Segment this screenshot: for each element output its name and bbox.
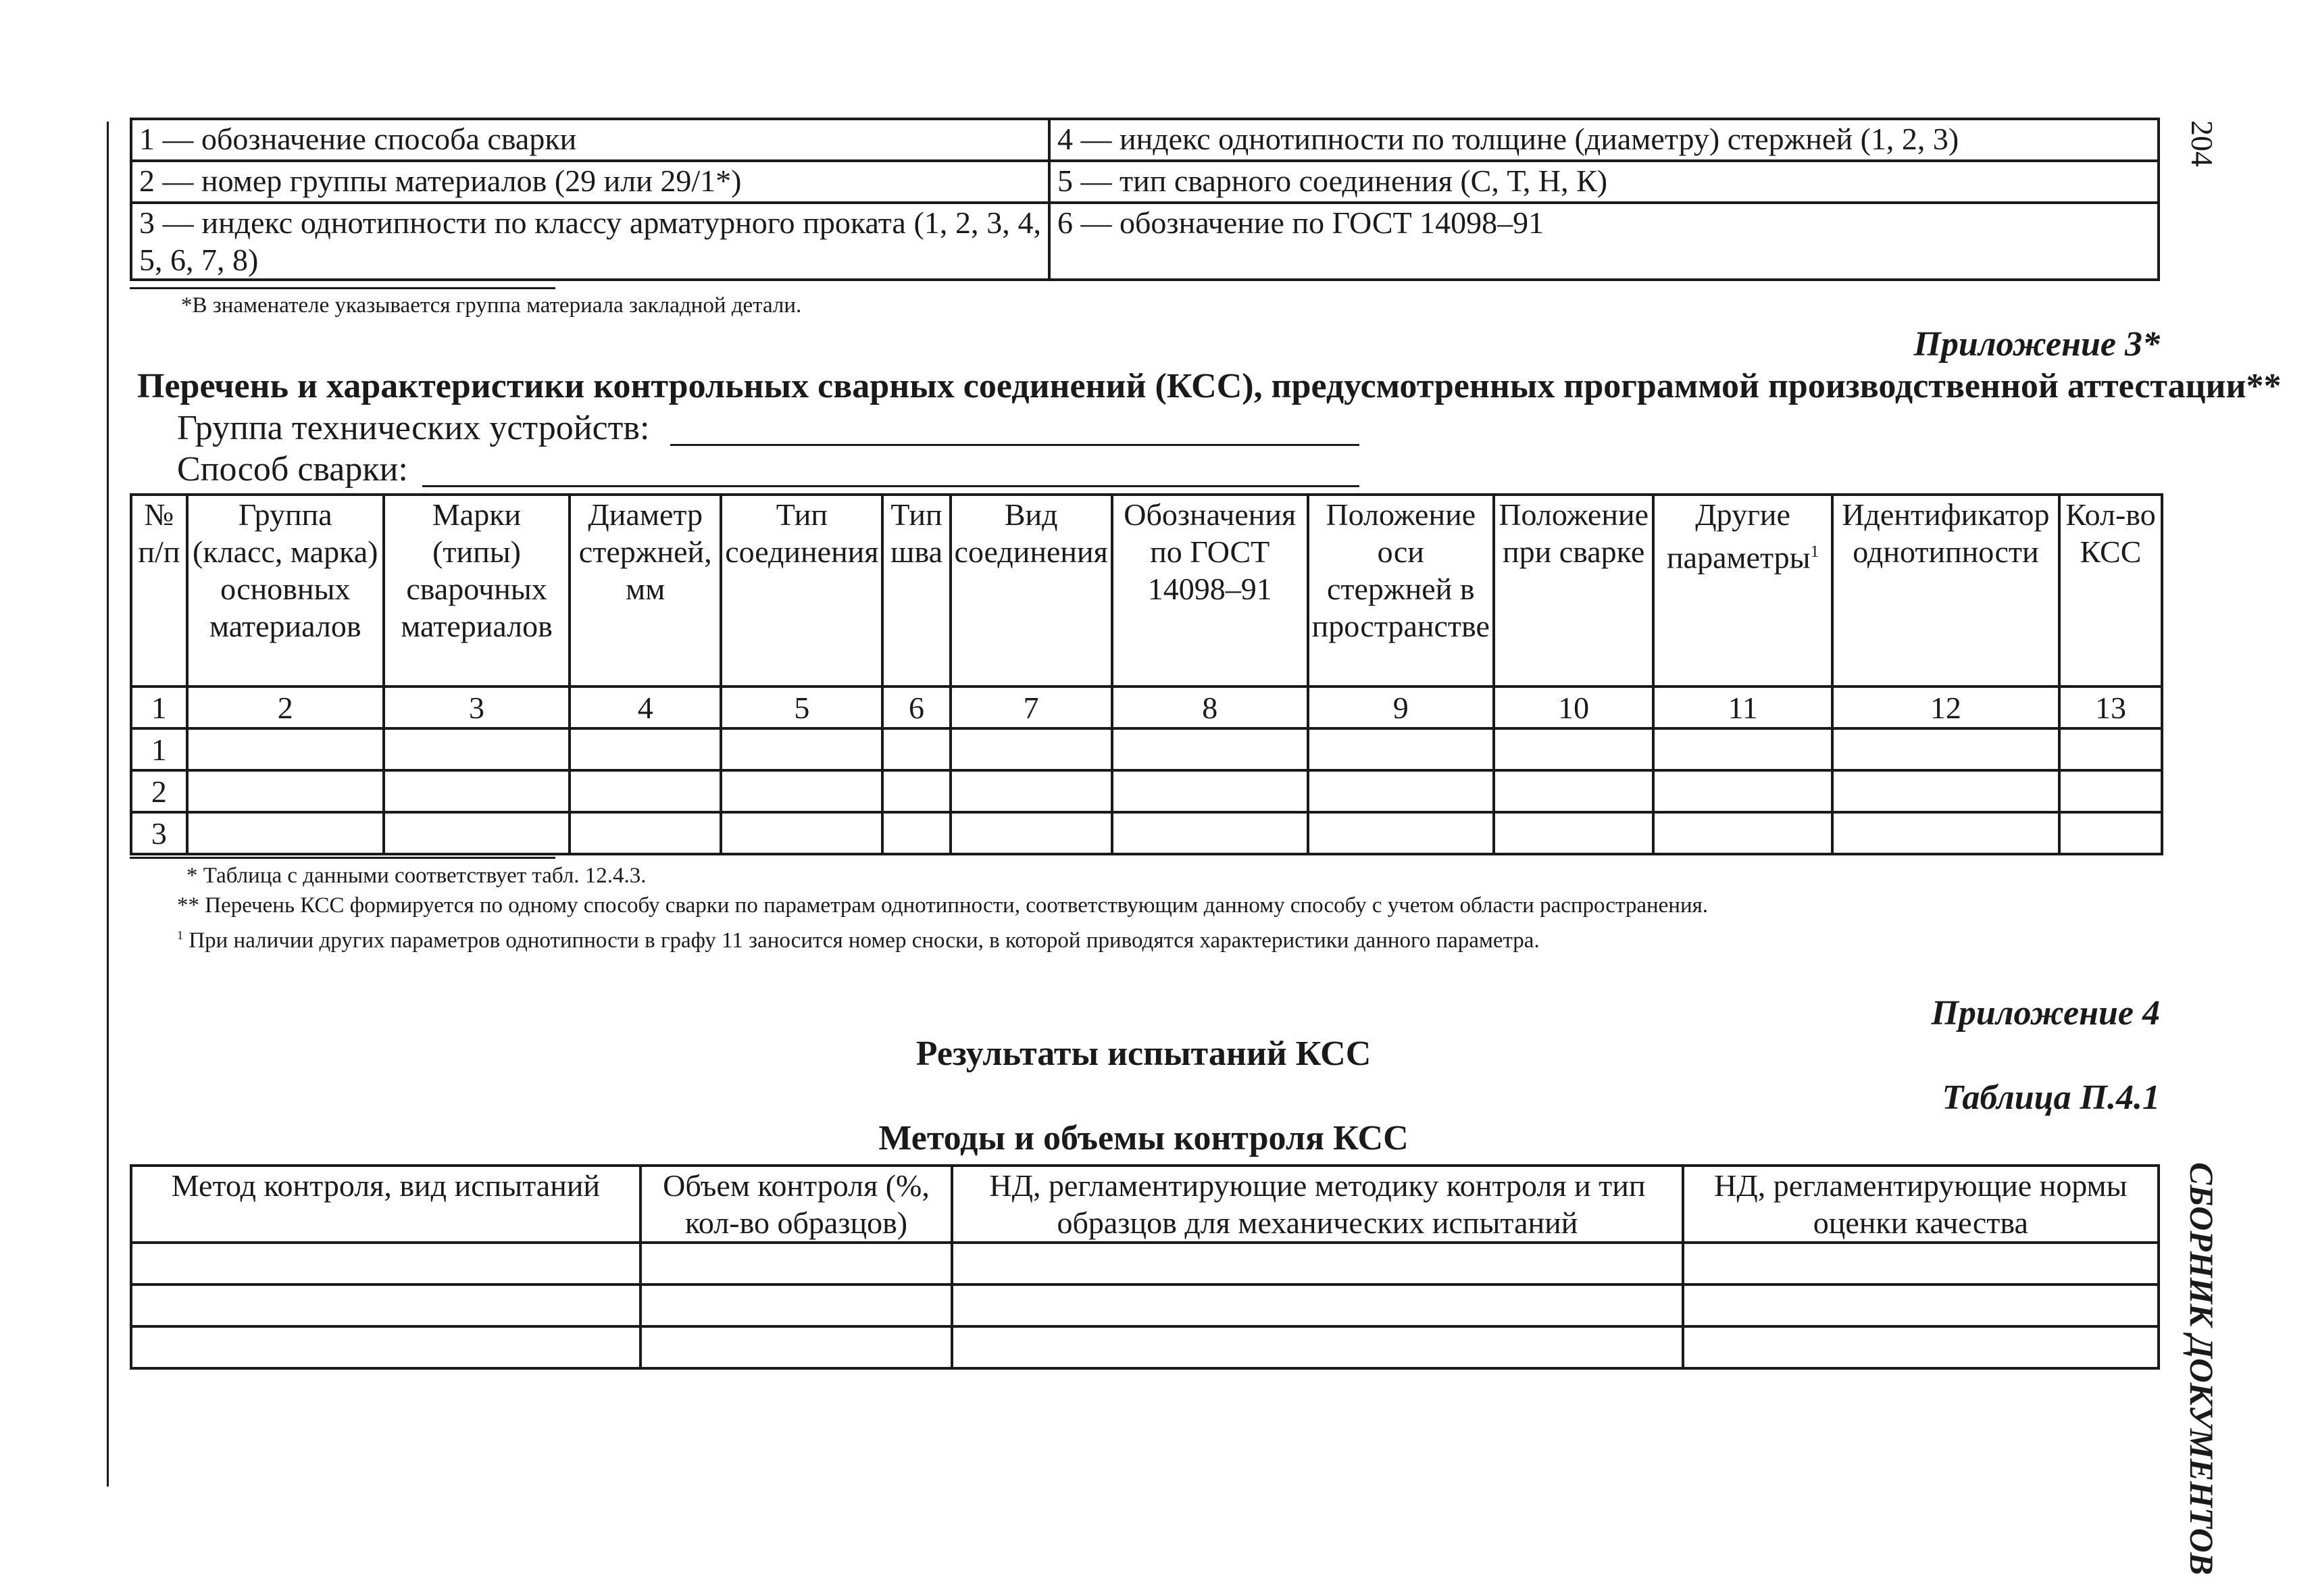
column-number: 1 — [131, 687, 187, 728]
kss-column-number-row — [131, 687, 2162, 728]
kss-header-text: Другие параметры — [1667, 497, 1811, 575]
margin-rule — [107, 122, 109, 1487]
methods-row — [131, 1285, 2159, 1326]
legend-cell: 2 — номер группы материалов (29 или 29/1*) — [131, 161, 1049, 203]
kss-row — [131, 728, 2162, 770]
kss-cell — [951, 812, 1112, 854]
methods-cell — [1683, 1243, 2159, 1285]
column-number: 4 — [570, 687, 721, 728]
kss-cell — [1308, 770, 1494, 812]
field-method-line — [422, 485, 1359, 487]
methods-cell — [1683, 1285, 2159, 1326]
footnote-rule — [130, 857, 555, 859]
kss-cell — [2059, 812, 2162, 854]
methods-cell — [952, 1285, 1682, 1326]
appendix-4-title: Результаты испытаний КСС — [915, 1034, 1372, 1073]
table-title: Методы и объемы контроля КСС — [878, 1119, 1409, 1157]
legend-cell: 5 — тип сварного соединения (С, Т, Н, К) — [1049, 161, 2159, 203]
legend-cell: 3 — индекс однотипности по классу арматурного проката (1, 2, 3, 4, 5, 6, 7, 8) — [131, 203, 1049, 280]
kss-cell — [1832, 728, 2059, 770]
methods-cell — [1683, 1326, 2159, 1368]
kss-cell — [2059, 728, 2162, 770]
appendix-3-footnote — [177, 920, 1540, 955]
kss-cell — [384, 770, 570, 812]
table-label: Таблица П.4.1 — [1942, 1078, 2160, 1117]
kss-cell — [187, 770, 384, 812]
kss-cell — [570, 812, 721, 854]
column-number: 3 — [384, 687, 570, 728]
field-method-label: Способ сварки: — [177, 450, 408, 489]
kss-cell — [1112, 728, 1308, 770]
footnote-marker: 1 — [177, 928, 184, 942]
kss-cell — [882, 812, 950, 854]
kss-header-cell — [1653, 495, 1832, 687]
kss-header-cell: Кол-во КСС — [2059, 495, 2162, 687]
kss-cell — [721, 770, 882, 812]
kss-header-cell: Положение при сварке — [1494, 495, 1653, 687]
kss-header-cell: Марки (типы) сварочных материалов — [384, 495, 570, 687]
kss-cell — [721, 728, 882, 770]
kss-table — [130, 493, 2163, 855]
kss-cell — [2059, 770, 2162, 812]
appendix-3-label: Приложение 3* — [1913, 325, 2160, 364]
kss-cell — [721, 812, 882, 854]
column-number: 10 — [1494, 687, 1653, 728]
methods-table — [130, 1164, 2160, 1370]
field-group-line — [670, 444, 1359, 446]
kss-header-cell: Идентификатор однотипности — [1832, 495, 2059, 687]
page-number: 204 — [2185, 120, 2219, 167]
kss-cell — [1494, 770, 1653, 812]
kss-cell — [1653, 812, 1832, 854]
methods-cell — [131, 1285, 640, 1326]
appendix-3-footnote: * Таблица с данными соответствует табл. 12.4.3. — [186, 864, 647, 888]
kss-row — [131, 812, 2162, 854]
kss-cell — [1112, 812, 1308, 854]
kss-cell — [384, 812, 570, 854]
legend-cell: 6 — обозначение по ГОСТ 14098–91 — [1049, 203, 2159, 280]
appendix-4-label: Приложение 4 — [1931, 994, 2160, 1032]
methods-row — [131, 1243, 2159, 1285]
kss-cell — [882, 728, 950, 770]
kss-cell — [1653, 770, 1832, 812]
legend-footnote: *В знаменателе указывается группа материала закладной детали. — [181, 293, 802, 318]
kss-cell — [384, 728, 570, 770]
methods-header-cell: НД, регламентирующие методику контроля и тип образцов для механических испытаний — [952, 1166, 1682, 1243]
column-number: 13 — [2059, 687, 2162, 728]
methods-cell — [131, 1243, 640, 1285]
legend-table — [130, 118, 2160, 281]
kss-cell — [951, 770, 1112, 812]
kss-header-cell: Вид соединения — [951, 495, 1112, 687]
footnote-marker: 1 — [1810, 542, 1819, 561]
column-number: 9 — [1308, 687, 1494, 728]
column-number: 7 — [951, 687, 1112, 728]
appendix-3-title: Перечень и характеристики контрольных сварных соединений (КСС), предусмотренных программой производственной аттестации** — [137, 367, 2282, 405]
kss-cell — [187, 728, 384, 770]
legend-row — [131, 161, 2159, 203]
legend-row — [131, 203, 2159, 280]
row-number: 3 — [131, 812, 187, 854]
kss-cell — [882, 770, 950, 812]
kss-cell — [1308, 812, 1494, 854]
legend-cell: 1 — обозначение способа сварки — [131, 119, 1049, 161]
methods-cell — [640, 1243, 952, 1285]
footnote-text: При наличии других параметров однотипности в графу 11 заносится номер сноски, в которой приводятся характеристики данного параметра. — [188, 928, 1540, 953]
kss-header-cell: Тип соединения — [721, 495, 882, 687]
methods-header-cell: Объем контроля (%, кол-во образцов) — [640, 1166, 952, 1243]
appendix-3-footnote: ** Перечень КСС формируется по одному способу сварки по параметрам однотипности, соответствующим данному способу с учетом области распространения. — [177, 893, 1709, 918]
kss-header-cell: Положение оси стержней в пространстве — [1308, 495, 1494, 687]
kss-header-cell: Тип шва — [882, 495, 950, 687]
kss-header-cell: Обозначения по ГОСТ 14098–91 — [1112, 495, 1308, 687]
kss-cell — [951, 728, 1112, 770]
kss-header-row — [131, 495, 2162, 687]
column-number: 2 — [187, 687, 384, 728]
column-number: 11 — [1653, 687, 1832, 728]
legend-row — [131, 119, 2159, 161]
kss-header-cell: Группа (класс, марка) основных материалов — [187, 495, 384, 687]
kss-row — [131, 770, 2162, 812]
kss-cell — [1494, 812, 1653, 854]
methods-header-cell: Метод контроля, вид испытаний — [131, 1166, 640, 1243]
legend-cell: 4 — индекс однотипности по толщине (диаметру) стержней (1, 2, 3) — [1049, 119, 2159, 161]
methods-cell — [640, 1326, 952, 1368]
column-number: 12 — [1832, 687, 2059, 728]
kss-cell — [1494, 728, 1653, 770]
row-number: 2 — [131, 770, 187, 812]
footnote-rule — [130, 287, 555, 289]
kss-cell — [570, 728, 721, 770]
methods-cell — [131, 1326, 640, 1368]
row-number: 1 — [131, 728, 187, 770]
column-number: 8 — [1112, 687, 1308, 728]
methods-cell — [952, 1326, 1682, 1368]
kss-cell — [1653, 728, 1832, 770]
methods-row — [131, 1326, 2159, 1368]
column-number: 6 — [882, 687, 950, 728]
methods-cell — [640, 1285, 952, 1326]
kss-cell — [187, 812, 384, 854]
kss-cell — [1112, 770, 1308, 812]
methods-header-cell: НД, регламентирующие нормы оценки качества — [1683, 1166, 2159, 1243]
kss-header-cell: Диаметр стержней, мм — [570, 495, 721, 687]
kss-header-cell: № п/п — [131, 495, 187, 687]
field-group-label: Группа технических устройств: — [177, 409, 650, 447]
methods-header-row — [131, 1166, 2159, 1243]
kss-cell — [570, 770, 721, 812]
kss-cell — [1308, 728, 1494, 770]
column-number: 5 — [721, 687, 882, 728]
kss-cell — [1832, 812, 2059, 854]
running-title: СБОРНИК ДОКУМЕНТОВ — [2183, 1162, 2221, 1575]
kss-cell — [1832, 770, 2059, 812]
methods-cell — [952, 1243, 1682, 1285]
